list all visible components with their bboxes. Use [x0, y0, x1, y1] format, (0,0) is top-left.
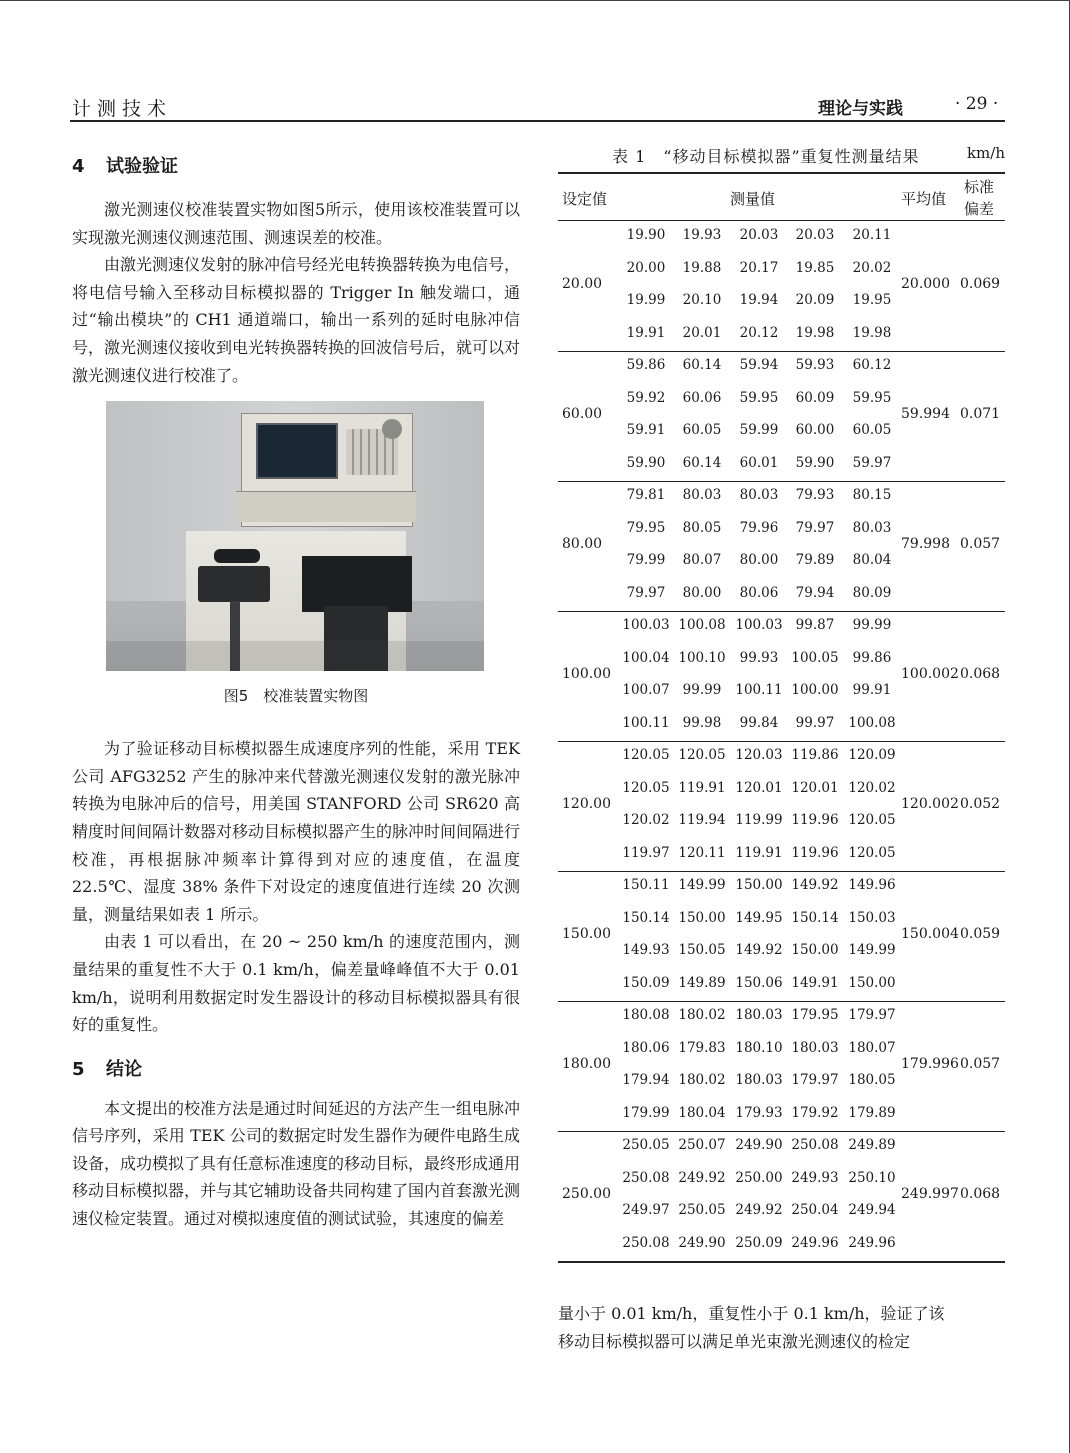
- measurement-cell: 79.97: [626, 584, 666, 601]
- measurement-cell: 150.00: [678, 909, 726, 926]
- measurement-cell: 120.05: [678, 747, 726, 763]
- measurement-cell: 79.99: [626, 552, 666, 568]
- measurement-cell: 20.03: [795, 227, 835, 243]
- measurement-cell: 19.98: [852, 324, 892, 341]
- measurement-cell: 60.01: [739, 454, 779, 471]
- measurement-cell: 120.05: [622, 779, 670, 796]
- measurement-cell: 179.94: [622, 1072, 670, 1088]
- measurement-cell: 100.00: [791, 682, 839, 698]
- std-dev-cell: 0.057: [960, 536, 1001, 552]
- left-column: [72, 150, 520, 1233]
- measurement-cell: 120.01: [735, 779, 783, 796]
- average-cell: 20.000: [901, 276, 950, 292]
- table-group: [558, 871, 1005, 1001]
- measurement-cell: 250.04: [791, 1202, 839, 1218]
- measurement-cell: 100.11: [622, 714, 670, 731]
- header-sd-2: 偏差: [964, 200, 995, 218]
- table-top-rule: [558, 172, 1005, 174]
- measurement-cell: 60.05: [682, 422, 722, 438]
- table-group: [558, 741, 1005, 871]
- std-dev-cell: 0.068: [960, 1186, 1001, 1202]
- std-dev-cell: 0.059: [960, 926, 1001, 942]
- measurement-cell: 150.06: [735, 974, 783, 991]
- calibration-device-photo: [106, 401, 484, 671]
- measurement-cell: 250.10: [848, 1169, 896, 1186]
- measurement-cell: 180.07: [848, 1039, 896, 1056]
- measurement-cell: 250.07: [678, 1137, 726, 1153]
- measurement-cell: 80.03: [852, 519, 892, 536]
- std-dev-cell: 0.057: [960, 1056, 1001, 1072]
- measurement-cell: 180.06: [622, 1039, 670, 1056]
- measurement-cell: 60.00: [795, 422, 835, 438]
- set-value-cell: 180.00: [562, 1056, 611, 1072]
- measurement-cell: 149.92: [735, 942, 783, 958]
- measurement-cell: 120.05: [848, 812, 896, 828]
- average-cell: 100.002: [901, 666, 959, 682]
- measurement-cell: 119.86: [791, 747, 839, 763]
- measurement-cell: 79.89: [795, 552, 835, 568]
- table-unit: km/h: [966, 144, 1005, 162]
- measurement-cell: 19.95: [852, 292, 892, 308]
- paragraph: 为了验证移动目标模拟器生成速度序列的性能，采用 TEK 公司 AFG3252 产生的脉冲来代替激光测速仪发射的激光脉冲转换为电脉冲后的信号，用美国 STANFORD 公司 SR620 高精度时间间隔计数器对移动目标模拟器产生的脉冲时间间隔进行校准，再根据脉冲频率计算得到对应的速度值，在温度 22.5℃、湿度 38% 条件下对设定的速度值进行连续 20 次测量，测量结果如表 1 所示。: [72, 739, 521, 924]
- header-rule: [70, 120, 1005, 122]
- text-line: 移动目标模拟器可以满足单光束激光测速仪的检定: [558, 1332, 911, 1351]
- measurement-cell: 59.92: [626, 389, 666, 406]
- measurement-cell: 180.02: [678, 1007, 726, 1023]
- paragraph: 由激光测速仪发射的脉冲信号经光电转换器转换为电信号，将电信号输入至移动目标模拟器的 Trigger In 触发端口，通过“输出模块”的 CH1 通道端口，输出一系列的延时电脉冲信号，激光测速仪接收到电光转换器转换的回波信号后，就可以对激光测速仪进行校准了。: [72, 255, 521, 385]
- average-cell: 150.004: [901, 926, 959, 942]
- measurement-cell: 20.10: [682, 292, 722, 308]
- measurement-cell: 59.86: [626, 357, 666, 373]
- measurement-cell: 249.93: [791, 1169, 839, 1186]
- average-cell: 120.002: [901, 796, 959, 812]
- section-5-heading: [72, 1053, 520, 1087]
- set-value-cell: 120.00: [562, 796, 611, 812]
- measurement-cell: 180.04: [678, 1104, 726, 1121]
- right-column-text: [558, 1300, 1005, 1356]
- measurement-cell: 60.14: [682, 357, 722, 373]
- table-bottom-rule: [558, 1261, 1005, 1263]
- measurement-cell: 249.96: [848, 1234, 896, 1251]
- measurement-cell: 99.86: [852, 649, 892, 666]
- measurement-cell: 149.95: [735, 909, 783, 926]
- measurement-cell: 80.04: [852, 552, 892, 568]
- measurement-cell: 180.10: [735, 1039, 783, 1056]
- measurement-cell: 250.08: [622, 1169, 670, 1186]
- measurement-cell: 150.14: [791, 909, 839, 926]
- measurement-cell: 179.97: [848, 1007, 896, 1023]
- set-value-cell: 250.00: [562, 1186, 611, 1202]
- measurement-cell: 120.09: [848, 747, 896, 763]
- measurement-cell: 80.15: [852, 487, 892, 503]
- measurement-cell: 79.95: [626, 519, 666, 536]
- measurement-cell: 99.87: [795, 617, 835, 633]
- measurement-cell: 19.91: [626, 324, 666, 341]
- table-title: 表 1 “移动目标模拟器”重复性测量结果: [612, 147, 920, 166]
- measurement-cell: 19.90: [626, 227, 666, 243]
- measurement-cell: 60.06: [682, 389, 722, 406]
- measurement-cell: 100.08: [678, 617, 726, 633]
- measurement-cell: 249.94: [848, 1202, 896, 1218]
- std-dev-cell: 0.069: [960, 276, 1001, 292]
- measurement-cell: 20.12: [739, 324, 779, 341]
- measurement-cell: 149.92: [791, 877, 839, 893]
- measurement-cell: 179.95: [791, 1007, 839, 1023]
- measurement-cell: 19.98: [795, 324, 835, 341]
- paragraph: 由表 1 可以看出，在 20 ~ 250 km/h 的速度范围内，测量结果的重复性不大于 0.1 km/h，偏差量峰峰值不大于 0.01 km/h，说明利用数据定时发生器设计的移动目标模拟器具有很好的重复性。: [72, 932, 520, 1035]
- measurement-cell: 149.91: [791, 974, 839, 991]
- measurement-cell: 249.97: [622, 1202, 670, 1218]
- measurement-cell: 99.99: [852, 617, 892, 633]
- average-cell: 179.996: [901, 1056, 959, 1072]
- measurement-cell: 120.03: [735, 747, 783, 763]
- measurement-cell: 120.02: [622, 812, 670, 828]
- header-sd-1: 标准: [964, 178, 995, 196]
- measurement-cell: 120.05: [848, 844, 896, 861]
- measurement-cell: 59.91: [626, 422, 666, 438]
- measurement-cell: 179.92: [791, 1104, 839, 1121]
- measurement-cell: 120.05: [622, 747, 670, 763]
- measurement-cell: 79.96: [739, 519, 779, 536]
- measurement-cell: 60.09: [795, 389, 835, 406]
- header-measured: 测量值: [730, 190, 776, 208]
- table-group: [558, 1001, 1005, 1131]
- measurement-cell: 250.05: [622, 1137, 670, 1153]
- measurement-cell: 250.08: [791, 1137, 839, 1153]
- header-average: 平均值: [901, 190, 947, 208]
- measurement-cell: 19.85: [795, 259, 835, 276]
- measurement-cell: 150.00: [791, 942, 839, 958]
- measurement-cell: 100.10: [678, 649, 726, 666]
- measurement-cell: 249.96: [791, 1234, 839, 1251]
- measurement-cell: 179.93: [735, 1104, 783, 1121]
- measurement-cell: 250.00: [735, 1169, 783, 1186]
- std-dev-cell: 0.068: [960, 666, 1001, 682]
- set-value-cell: 100.00: [562, 666, 611, 682]
- section-4-number: 4: [72, 156, 85, 177]
- measurement-cell: 249.92: [678, 1169, 726, 1186]
- measurement-cell: 59.90: [795, 454, 835, 471]
- section-name: 理论与实践: [818, 99, 903, 119]
- measurement-cell: 79.93: [795, 487, 835, 503]
- measurement-cell: 60.12: [852, 357, 892, 373]
- measurement-cell: 119.91: [735, 844, 783, 861]
- measurement-cell: 149.99: [678, 877, 726, 893]
- measurement-cell: 250.08: [622, 1234, 670, 1251]
- table-group: [558, 611, 1005, 741]
- measurement-cell: 80.05: [682, 519, 722, 536]
- measurement-cell: 150.00: [735, 877, 783, 893]
- section-4-heading: [72, 150, 520, 184]
- measurement-cell: 79.94: [795, 584, 835, 601]
- measurement-cell: 19.88: [682, 259, 722, 276]
- measurement-cell: 79.81: [626, 487, 666, 503]
- measurement-cell: 119.99: [735, 812, 783, 828]
- section-5-number: 5: [72, 1058, 85, 1080]
- average-cell: 79.998: [901, 536, 950, 552]
- measurement-cell: 119.97: [622, 844, 670, 861]
- measurement-cell: 149.89: [678, 974, 726, 991]
- measurement-cell: 250.05: [678, 1202, 726, 1218]
- measurement-cell: 180.03: [791, 1039, 839, 1056]
- measurement-cell: 150.03: [848, 909, 896, 926]
- section-5-title: 结论: [106, 1058, 142, 1080]
- measurement-cell: 99.84: [739, 714, 779, 731]
- measurement-cell: 59.99: [739, 422, 779, 438]
- measurement-cell: 119.96: [791, 812, 839, 828]
- page-top-border: [0, 0, 1070, 1]
- average-cell: 249.997: [901, 1186, 959, 1202]
- measurement-cell: 100.05: [791, 649, 839, 666]
- measurement-cell: 59.90: [626, 454, 666, 471]
- measurement-cell: 179.97: [791, 1072, 839, 1088]
- table-group: [558, 1131, 1005, 1261]
- measurement-cell: 20.09: [795, 292, 835, 308]
- paragraph: 激光测速仪校准装置实物如图5所示，使用该校准装置可以实现激光测速仪测速范围、测速误差的校准。: [72, 200, 520, 247]
- measurement-cell: 179.99: [622, 1104, 670, 1121]
- measurement-cell: 80.06: [739, 584, 779, 601]
- measurement-cell: 150.14: [622, 909, 670, 926]
- measurement-cell: 99.91: [852, 682, 892, 698]
- measurement-cell: 149.93: [622, 942, 670, 958]
- set-value-cell: 60.00: [562, 406, 603, 422]
- measurement-cell: 59.95: [739, 389, 779, 406]
- measurement-cell: 99.93: [739, 649, 779, 666]
- measurement-cell: 99.99: [682, 682, 722, 698]
- measurement-cell: 150.09: [622, 974, 670, 991]
- set-value-cell: 20.00: [562, 276, 603, 292]
- measurement-cell: 119.96: [791, 844, 839, 861]
- header-set-value: 设定值: [562, 190, 608, 208]
- measurement-cell: 149.99: [848, 942, 896, 958]
- measurement-cell: 119.94: [678, 812, 726, 828]
- paragraph: 本文提出的校准方法是通过时间延迟的方法产生一组电脉冲信号序列，采用 TEK 公司的数据定时发生器作为硬件电路生成设备，成功模拟了具有任意标准速度的移动目标，最终形成通用移动目标模拟器，并与其它辅助设备共同构建了国内首套激光测速仪检定装置。通过对模拟速度值的测试试验，其速度的偏差: [72, 1098, 521, 1229]
- measurement-cell: 20.02: [852, 259, 892, 276]
- measurement-cell: 80.00: [682, 584, 722, 601]
- measurement-cell: 150.05: [678, 942, 726, 958]
- measurement-cell: 249.89: [848, 1137, 896, 1153]
- page-number: · 29 ·: [955, 94, 999, 114]
- section-4-title: 试验验证: [106, 156, 178, 177]
- journal-name: 计测技术: [72, 98, 173, 120]
- measurement-cell: 119.91: [678, 779, 726, 796]
- measurement-cell: 120.01: [791, 779, 839, 796]
- std-dev-cell: 0.071: [960, 406, 1001, 422]
- measurement-cell: 180.08: [622, 1007, 670, 1023]
- measurement-cell: 80.03: [739, 487, 779, 503]
- measurement-cell: 179.89: [848, 1104, 896, 1121]
- measurement-cell: 180.03: [735, 1072, 783, 1088]
- measurement-cell: 20.17: [739, 259, 779, 276]
- measurement-cell: 249.90: [678, 1234, 726, 1251]
- measurement-cell: 60.14: [682, 454, 722, 471]
- measurement-cell: 59.95: [852, 389, 892, 406]
- measurement-cell: 80.03: [682, 487, 722, 503]
- measurement-cell: 180.05: [848, 1072, 896, 1088]
- measurement-cell: 19.93: [682, 227, 722, 243]
- measurement-cell: 120.11: [678, 844, 726, 861]
- table-group: [558, 481, 1005, 611]
- text-line: 量小于 0.01 km/h，重复性小于 0.1 km/h，验证了该: [558, 1304, 945, 1323]
- measurement-cell: 60.05: [852, 422, 892, 438]
- table-group: [558, 351, 1005, 481]
- measurement-cell: 19.94: [739, 292, 779, 308]
- table-group: [558, 221, 1005, 351]
- measurement-cell: 250.09: [735, 1234, 783, 1251]
- measurement-cell: 180.03: [735, 1007, 783, 1023]
- measurement-cell: 179.83: [678, 1039, 726, 1056]
- measurement-cell: 149.96: [848, 877, 896, 893]
- measurement-cell: 20.01: [682, 324, 722, 341]
- measurement-cell: 180.02: [678, 1072, 726, 1088]
- measurement-cell: 249.90: [735, 1137, 783, 1153]
- measurement-cell: 120.02: [848, 779, 896, 796]
- measurement-cell: 100.11: [735, 682, 783, 698]
- measurement-cell: 80.00: [739, 552, 779, 568]
- measurement-cell: 99.98: [682, 714, 722, 731]
- measurement-cell: 100.04: [622, 649, 670, 666]
- measurement-cell: 59.94: [739, 357, 779, 373]
- measurement-cell: 249.92: [735, 1202, 783, 1218]
- average-cell: 59.994: [901, 406, 950, 422]
- set-value-cell: 80.00: [562, 536, 603, 552]
- measurement-cell: 20.11: [852, 227, 892, 243]
- measurement-cell: 20.03: [739, 227, 779, 243]
- measurement-cell: 150.11: [622, 877, 670, 893]
- measurement-cell: 80.09: [852, 584, 892, 601]
- figure-caption: 图5 校准装置实物图: [223, 687, 369, 706]
- measurement-cell: 100.03: [622, 617, 670, 633]
- measurement-cell: 99.97: [795, 714, 835, 731]
- measurement-cell: 19.99: [626, 292, 666, 308]
- measurement-cell: 59.93: [795, 357, 835, 373]
- set-value-cell: 150.00: [562, 926, 611, 942]
- measurement-cell: 100.07: [622, 682, 670, 698]
- std-dev-cell: 0.052: [960, 796, 1001, 812]
- measurement-cell: 100.08: [848, 714, 896, 731]
- measurement-cell: 150.00: [848, 974, 896, 991]
- measurement-cell: 80.07: [682, 552, 722, 568]
- measurement-cell: 79.97: [795, 519, 835, 536]
- measurement-cell: 20.00: [626, 259, 666, 276]
- measurement-cell: 100.03: [735, 617, 783, 633]
- measurement-cell: 59.97: [852, 454, 892, 471]
